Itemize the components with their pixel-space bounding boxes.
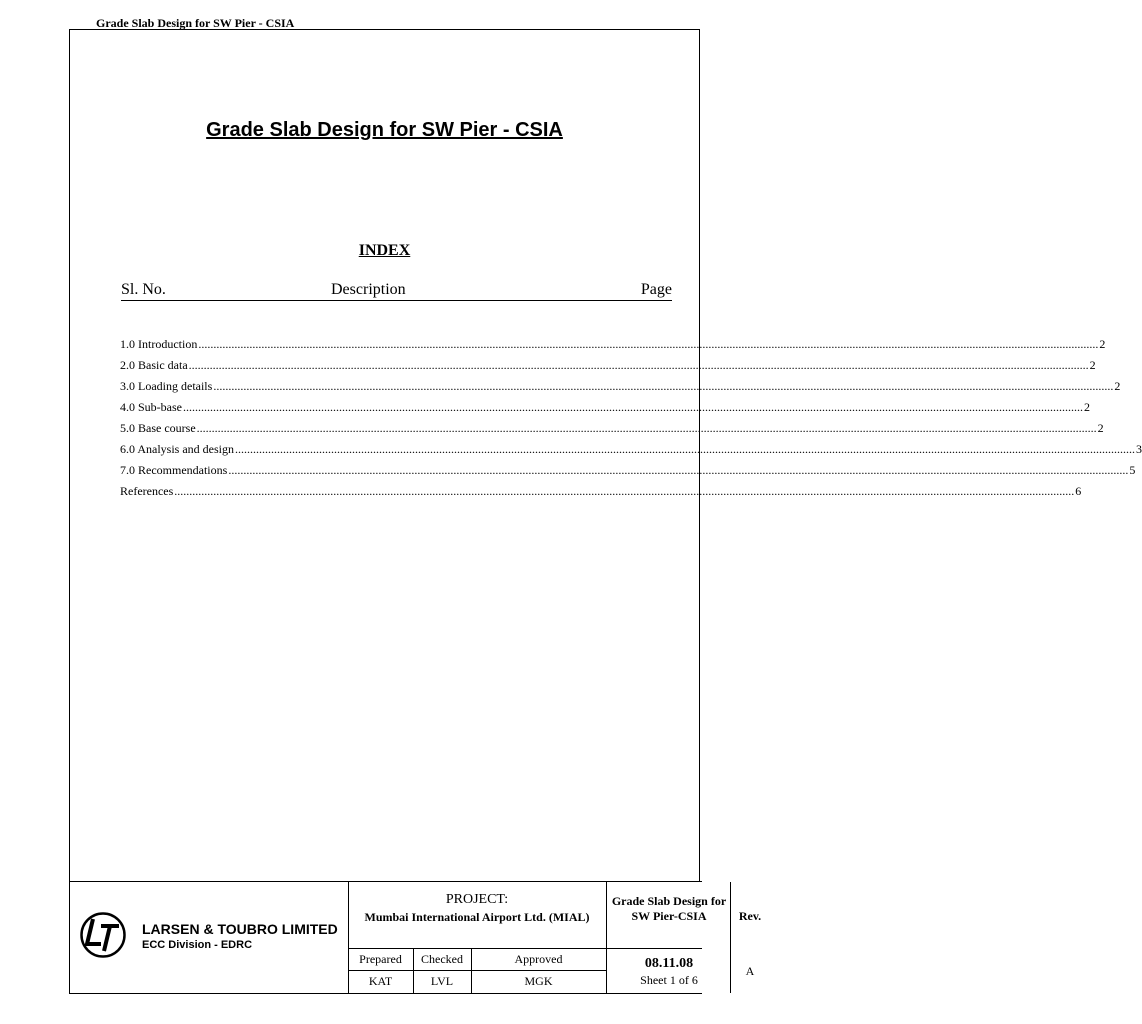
toc-entry-label: 6.0 Analysis and design	[120, 442, 234, 456]
approved-label: Approved	[514, 952, 563, 966]
toc-entry[interactable]	[120, 442, 1142, 463]
prepared-label: Prepared	[359, 952, 402, 966]
toc-leader: ............................................................................................................................................................................................................................................................................................................	[188, 358, 1089, 372]
toc-entry[interactable]	[120, 463, 1136, 484]
toc-entry-page: 3	[1136, 442, 1142, 456]
title-block	[69, 881, 762, 994]
toc-entry-page: 5	[1129, 463, 1136, 477]
toc-list	[120, 337, 1142, 505]
toc-leader: ............................................................................................................................................................................................................................................................................................................	[235, 442, 1135, 456]
approved-by: MGK	[524, 974, 553, 988]
toc-leader: ............................................................................................................................................................................................................................................................................................................	[228, 463, 1129, 477]
running-header: Grade Slab Design for SW Pier - CSIA	[96, 16, 295, 30]
toc-leader: ............................................................................................................................................................................................................................................................................................................	[196, 421, 1097, 435]
toc-entry-label: 2.0 Basic data	[120, 358, 188, 372]
toc-entry[interactable]	[120, 400, 1090, 421]
toc-entry-label: References	[120, 484, 174, 498]
checked-by: LVL	[430, 974, 454, 988]
page-frame	[69, 29, 1142, 882]
toc-entry-label: 1.0 Introduction	[120, 337, 198, 351]
company-name: LARSEN & TOUBRO LIMITED	[142, 921, 338, 937]
project-client: Mumbai International Airport Ltd. (MIAL)	[364, 910, 590, 924]
lt-logo-icon	[79, 911, 127, 959]
column-page: Page	[640, 281, 672, 298]
column-description: Description	[331, 281, 406, 298]
toc-header	[121, 281, 672, 301]
rev-label: Rev.	[738, 909, 762, 923]
project-label: PROJECT:	[445, 892, 509, 907]
toc-entry-page: 2	[1099, 337, 1106, 351]
sheet-number: Sheet 1 of 6	[640, 973, 698, 987]
document-title: Grade Slab Design for SW Pier - CSIA	[206, 119, 563, 141]
issue-date: 08.11.08	[644, 956, 694, 971]
toc-entry-label: 5.0 Base course	[120, 421, 196, 435]
divider	[348, 948, 702, 949]
toc-entry-page: 2	[1097, 421, 1104, 435]
toc-entry[interactable]	[120, 379, 1121, 400]
index-heading: INDEX	[358, 242, 411, 259]
toc-entry-page: 6	[1075, 484, 1082, 498]
toc-leader: ............................................................................................................................................................................................................................................................................................................	[174, 484, 1075, 498]
checked-label: Checked	[421, 952, 463, 966]
toc-entry-label: 3.0 Loading details	[120, 379, 213, 393]
toc-leader: ............................................................................................................................................................................................................................................................................................................	[213, 379, 1114, 393]
toc-entry-label: 7.0 Recommendations	[120, 463, 228, 477]
column-sl-no: Sl. No.	[121, 281, 166, 298]
toc-leader: ............................................................................................................................................................................................................................................................................................................	[183, 400, 1083, 414]
sheet-title: Grade Slab Design for SW Pier-CSIA	[611, 894, 727, 923]
prepared-by: KAT	[368, 974, 393, 988]
division-name: ECC Division - EDRC	[142, 939, 253, 951]
toc-entry[interactable]	[120, 337, 1106, 358]
toc-entry-page: 2	[1089, 358, 1096, 372]
toc-entry[interactable]	[120, 484, 1082, 505]
toc-entry-label: 4.0 Sub-base	[120, 400, 182, 414]
toc-entry[interactable]	[120, 358, 1096, 379]
toc-leader: ............................................................................................................................................................................................................................................................................................................	[198, 337, 1099, 351]
toc-entry-page: 2	[1084, 400, 1090, 414]
toc-entry[interactable]	[120, 421, 1104, 442]
divider	[348, 970, 606, 971]
toc-entry-page: 2	[1114, 379, 1121, 393]
company-cell	[70, 882, 348, 993]
revision: A	[745, 964, 755, 978]
